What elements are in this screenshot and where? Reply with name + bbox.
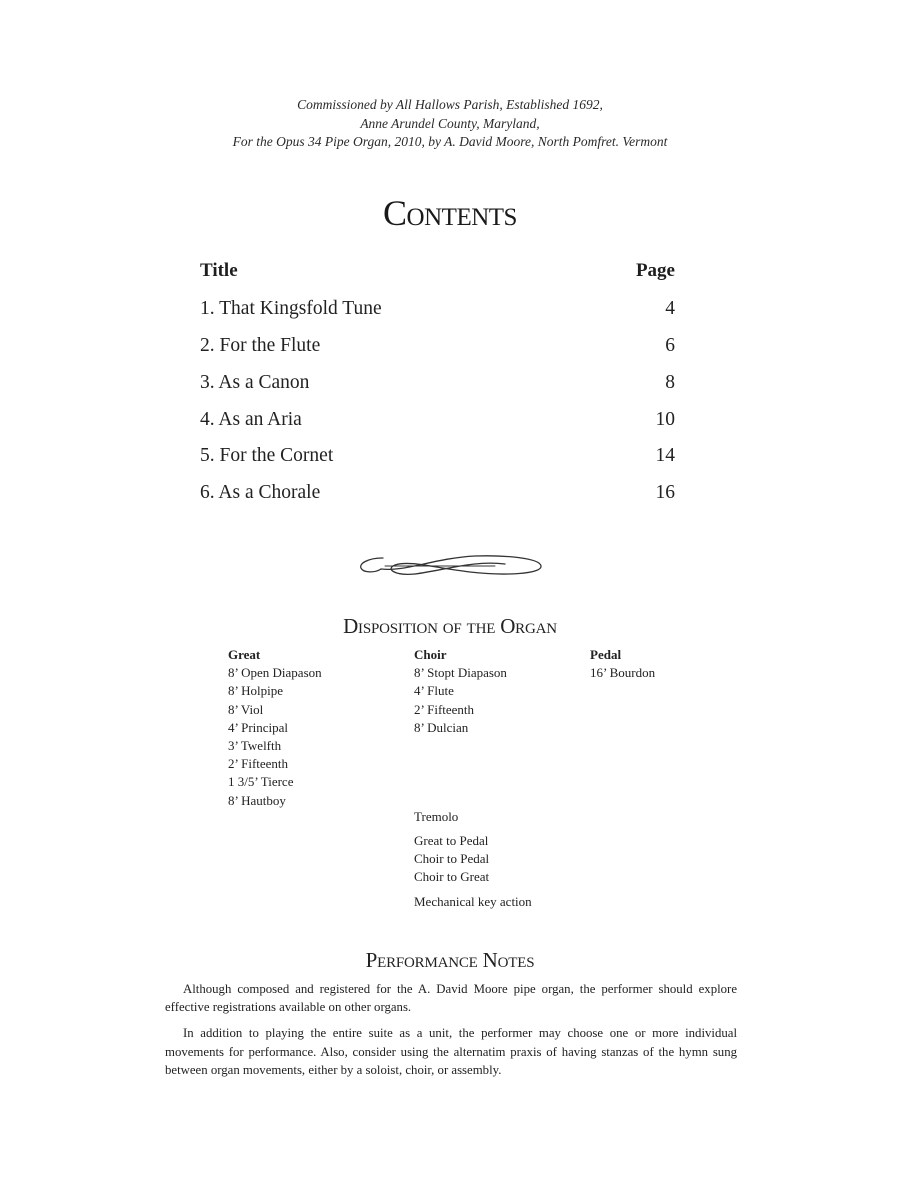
stop-item: 16’ Bourdon [590,665,656,681]
toc-entry-page: 8 [665,372,675,393]
toc-entry-title: 6. As a Chorale [200,482,321,503]
toc-header [200,260,675,282]
commission-line-2: Anne Arundel County, Maryland, [360,115,540,131]
toc-entry-page: 4 [665,298,675,319]
stop-item: 8’ Holpipe [228,683,283,699]
toc-entry-page: 10 [655,409,675,430]
toc-entry-title: 2. For the Flute [200,335,321,356]
commission-line-1: Commissioned by All Hallows Parish, Established 1692, [297,97,603,112]
toc-entry[interactable] [200,482,675,504]
contents-heading: Contents [383,193,517,233]
pedal-heading: Pedal [590,647,622,662]
toc-entry[interactable] [200,409,675,431]
stop-item: 4’ Principal [228,719,289,735]
toc-entry-title: 5. For the Cornet [200,445,334,466]
coupler-item: Great to Pedal [414,833,489,848]
disposition-heading: Disposition of the Organ [343,614,557,638]
stop-item: 1 3/5’ Tierce [228,774,294,790]
commission-note [0,96,900,152]
great-heading: Great [228,647,261,662]
notes-paragraph: Although composed and registered for the A. David Moore pipe organ, the performer should explore effective registrations available on other organs. [165,982,737,1015]
toc-entry-page: 14 [655,445,675,466]
toc-entry-page: 16 [655,482,675,503]
performance-notes-heading: Performance Notes [365,948,535,972]
stop-item: 8’ Viol [228,701,264,717]
coupler-item: Choir to Great [414,869,490,884]
toc-entry[interactable] [200,298,675,320]
toc-entry[interactable] [200,445,675,467]
stop-item: 8’ Stopt Diapason [414,665,507,681]
notes-paragraph: In addition to playing the entire suite as a unit, the performer may choose one or more individual movements for performance. Also, consider using the alternatim praxis of having stanzas of the hymn sung between organ movements, either by a soloist, choir, or assembly. [165,1026,737,1077]
stop-item: 8’ Hautboy [228,792,286,808]
stop-item: 8’ Dulcian [414,719,469,735]
pedal-division [590,646,655,682]
flourish-ornament-icon [355,548,545,584]
stop-item: 2’ Fifteenth [228,756,289,772]
stop-item: 3’ Twelfth [228,738,282,754]
stop-item: 2’ Fifteenth [414,701,475,717]
toc-page-column-label: Page [635,260,675,281]
commission-line-3: For the Opus 34 Pipe Organ, 2010, by A. David Moore, North Pomfret. Vermont [232,134,668,149]
performance-notes-body [165,980,737,1087]
choir-heading: Choir [414,647,447,662]
toc-entry-page: 6 [665,335,675,356]
tremolo: Tremolo [414,809,459,824]
coupler-item: Choir to Pedal [414,851,490,866]
toc-entry-title: 4. As an Aria [200,409,302,430]
stop-item: 4’ Flute [414,683,454,699]
toc-title-column-label: Title [200,260,238,281]
toc-entry[interactable] [200,335,675,357]
toc-entry-title: 3. As a Canon [200,372,310,393]
key-action: Mechanical key action [414,894,532,909]
stop-item: 8’ Open Diapason [228,665,322,681]
toc-entry-title: 1. That Kingsfold Tune [200,298,382,319]
choir-division [414,646,507,737]
toc-entry[interactable] [200,372,675,394]
great-division [228,646,322,810]
